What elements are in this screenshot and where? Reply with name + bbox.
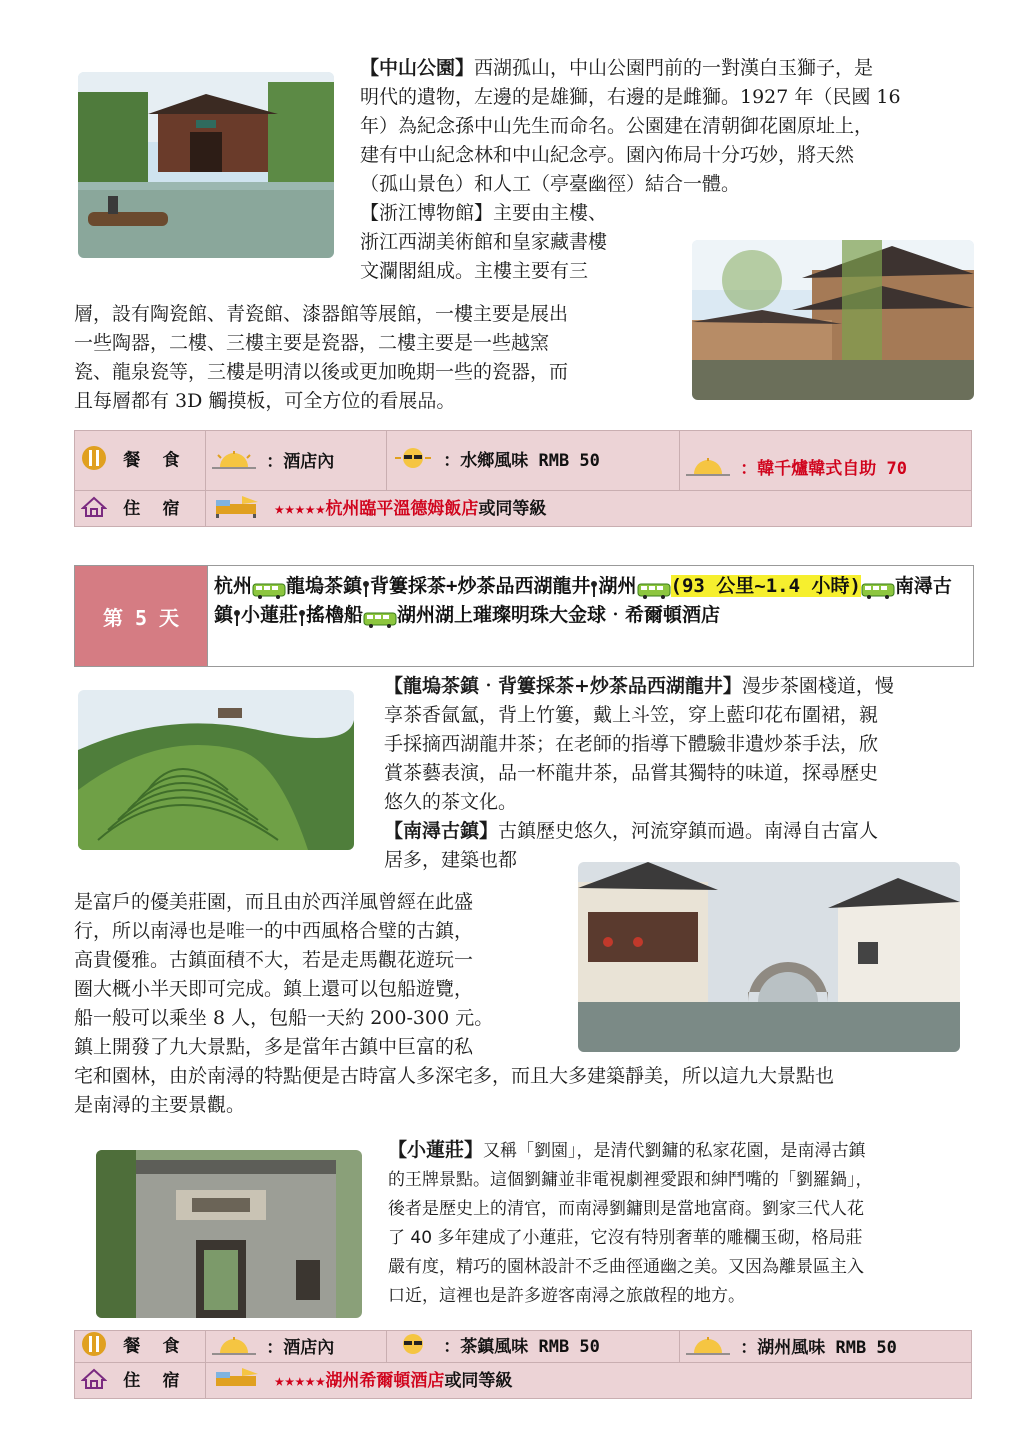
zhejiang-museum-title: 【浙江博物館】 [360, 202, 494, 224]
bus-icon [861, 579, 895, 595]
text-line: 鎮上開發了九大景點，多是當年古鎮中巨富的私 [74, 1036, 474, 1058]
route-stop: 龍塢茶鎮 [286, 575, 363, 597]
zhejiang-museum-paragraph [74, 300, 674, 416]
little-lotus-title: 【小蓮莊】 [388, 1139, 484, 1161]
route-stop: 小蓮莊 [241, 604, 299, 626]
breakfast-cell [206, 431, 387, 491]
zhongshan-park-photo [78, 72, 334, 258]
house-icon [81, 496, 107, 523]
meal-label: 餐 食 [123, 1336, 186, 1357]
pin-icon [298, 607, 306, 625]
meal-icon [81, 445, 107, 476]
text-line: 船一般可以乘坐 8 人，包船一天約 200-300 元。 [74, 1007, 494, 1029]
day-header [74, 565, 974, 667]
route-stop: 杭州 [214, 575, 253, 597]
text-line: 悠久的茶文化。 [384, 791, 518, 813]
little-lotus-paragraph [388, 1136, 974, 1311]
lodging-label-cell [75, 491, 206, 527]
text-line: 一些陶器，二樓、三樓主要是瓷器，二樓主要是一些越窯 [74, 332, 550, 354]
text-line: 賞茶藝表演，品一杯龍井茶，品嘗其獨特的味道，探尋歷史 [384, 762, 879, 784]
text-line: 層，設有陶瓷館、青瓷館、漆器館等展館，一樓主要是展出 [74, 303, 569, 325]
text-line: 口近，這裡也是許多遊客南潯之旅啟程的地方。 [388, 1286, 745, 1306]
pin-icon [362, 578, 370, 596]
text-line: 瓷、龍泉瓷等，三樓是明清以後或更加晚期一些的瓷器，而 [74, 361, 569, 383]
text-line: 宅和園林，由於南潯的特點便是古時富人多深宅多，而且大多建築靜美，所以這九大景點也 [74, 1065, 835, 1087]
text-line: 且每層都有 3D 觸摸板，可全方位的看展品。 [74, 390, 456, 412]
lodging-label: 住 宿 [123, 499, 186, 520]
sun-icon [212, 451, 256, 474]
sunglasses-sun-icon [393, 446, 433, 475]
stars: ★★★★★ [274, 1370, 326, 1391]
text-line: 高貴優雅。古鎮面積不大，若是走馬觀花遊玩一 [74, 949, 474, 971]
text-line: 又稱「劉園」，是清代劉鏞的私家花園，是南潯古鎮 [483, 1141, 866, 1161]
sunglasses-sun-icon [393, 1332, 433, 1361]
meal-label-cell [75, 1331, 206, 1363]
meal-label: 餐 食 [123, 450, 186, 471]
text-line: 浙江西湖美術館和皇家藏書樓 [360, 231, 608, 253]
text-line: 了 40 多年建成了小蓮莊，它沒有特別奢華的雕欄玉砌，格局莊 [388, 1228, 863, 1248]
text-line: 建有中山紀念林和中山紀念亭。園內佈局十分巧妙，將天然 [360, 144, 855, 166]
text-line: 手採摘西湖龍井茶；在老師的指導下體驗非遺炒茶手法，欣 [384, 733, 879, 755]
meal-label-cell [75, 431, 206, 491]
dinner-text: ：韓千爐韓式自助 70 [740, 459, 907, 480]
lodging-cell [206, 1363, 972, 1399]
tea-plantation-photo [78, 690, 354, 850]
lunch-text: ：茶鎮風味 RMB 50 [443, 1336, 600, 1357]
text-line: 古鎮歷史悠久，河流穿鎮而過。南潯自古富人 [498, 820, 879, 842]
meal-lodging-table-day5 [74, 1330, 972, 1399]
text-line: 是南潯的主要景觀。 [74, 1094, 246, 1116]
text-line: 明代的遺物，左邊的是雄獅，右邊的是雌獅。1927 年（民國 16 [360, 86, 901, 108]
text-line: 主要由主樓、 [493, 202, 608, 224]
zhongshan-park-paragraph [360, 54, 980, 286]
day-route [208, 566, 973, 666]
route-stop: 湖州 [598, 575, 637, 597]
lunch-cell [387, 431, 680, 491]
tea-town-paragraph [384, 672, 974, 875]
text-line: 年）為紀念孫中山先生而命名。公園建在清朝御花園原址上， [360, 115, 874, 137]
hotel-bed-icon [212, 494, 264, 523]
nanxun-title: 【南潯古鎮】 [384, 820, 499, 842]
text-line: 西湖孤山，中山公園門前的一對漢白玉獅子，是 [474, 57, 874, 79]
text-line: 是富戶的優美莊園，而且由於西洋風曾經在此盛 [74, 891, 474, 913]
route-distance: (93 公里~1.4 小時) [670, 575, 861, 597]
little-lotus-villa-photo [96, 1150, 362, 1318]
text-line: 後者是歷史上的清官，而南潯劉鏞則是當地富商。劉家三代人花 [388, 1199, 864, 1219]
bus-icon [637, 579, 671, 595]
hotel-bed-icon [212, 1366, 264, 1395]
sun-icon [686, 1337, 730, 1360]
text-line: 行，所以南潯也是唯一的中西風格合璧的古鎮， [74, 920, 474, 942]
hotel-suffix: 或同等級 [444, 1370, 513, 1391]
hotel-suffix: 或同等級 [478, 498, 547, 519]
sun-icon [212, 1337, 256, 1360]
hotel-name: 湖州希爾頓酒店 [325, 1370, 445, 1391]
breakfast-cell [206, 1331, 387, 1363]
lunch-text: ：水鄉風味 RMB 50 [443, 450, 600, 471]
tea-town-title: 【龍塢茶鎮‧背簍採茶+炒茶品西湖龍井】 [384, 675, 742, 697]
dinner-text: ：湖州風味 RMB 50 [740, 1338, 897, 1359]
breakfast-text: ：酒店內 [266, 452, 335, 473]
bus-icon [363, 608, 397, 624]
breakfast-text: ：酒店內 [266, 1338, 335, 1359]
lunch-cell [387, 1331, 680, 1363]
lodging-label-cell [75, 1363, 206, 1399]
lodging-label: 住 宿 [123, 1371, 186, 1392]
sun-icon [686, 458, 730, 481]
route-stop: 湖州湖上璀璨明珠大金球‧希爾頓酒店 [397, 604, 721, 626]
text-line: 圈大概小半天即可完成。鎮上還可以包船遊覽， [74, 978, 474, 1000]
lodging-cell [206, 491, 972, 527]
day-label: 第 5 天 [75, 566, 208, 666]
meal-icon [81, 1331, 107, 1362]
text-line: 漫步茶園棧道，慢 [741, 675, 894, 697]
pin-icon [233, 607, 241, 625]
stars: ★★★★★ [274, 498, 326, 519]
zhongshan-park-title: 【中山公園】 [360, 57, 475, 79]
route-stop: 背簍採茶+炒茶品西湖龍井 [370, 575, 591, 597]
dinner-cell [680, 431, 972, 491]
dinner-cell [680, 1331, 972, 1363]
text-line: 嚴有度，精巧的園林設計不乏曲徑通幽之美。又因為離景區主入 [388, 1257, 864, 1277]
route-stop: 南潯古鎮 [214, 575, 952, 626]
meal-lodging-table-day4 [74, 430, 972, 527]
nanxun-paragraph [74, 888, 974, 1120]
route-stop: 搖櫓船 [306, 604, 364, 626]
text-line: 享茶香氤氳，背上竹簍，戴上斗笠，穿上藍印花布圍裙，親 [384, 704, 879, 726]
text-line: 居多，建築也都 [384, 849, 518, 871]
text-line: （孤山景色）和人工（亭臺幽徑）結合一體。 [360, 173, 741, 195]
hotel-name: 杭州臨平溫德姆飯店 [325, 498, 479, 519]
bus-icon [252, 579, 286, 595]
house-icon [81, 1368, 107, 1395]
text-line: 的王牌景點。這個劉鏞並非電視劇裡愛跟和紳鬥嘴的「劉羅鍋」， [388, 1170, 873, 1190]
text-line: 文瀾閣組成。主樓主要有三 [360, 260, 589, 282]
